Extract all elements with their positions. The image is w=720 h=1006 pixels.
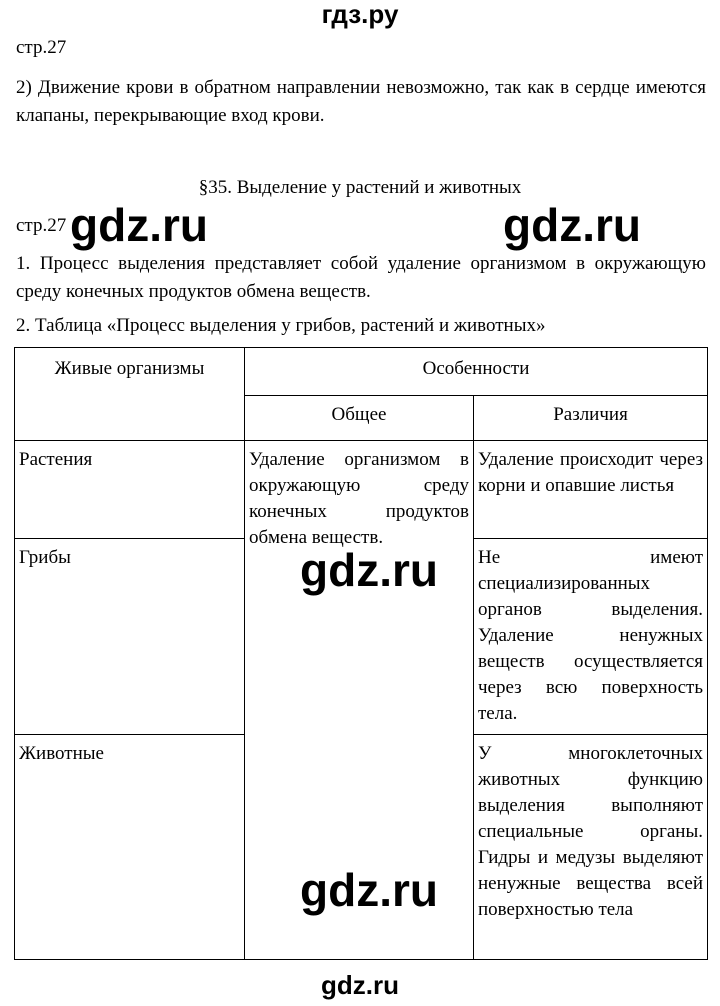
common-features-cell: Удаление организмом в окружающую среду конечных продуктов обмена веществ. — [245, 441, 474, 960]
organism-cell: Грибы — [15, 539, 245, 735]
page-reference-2: стр.27 — [16, 215, 67, 236]
site-footer-logo[interactable]: gdz.ru — [321, 970, 399, 1000]
answer-paragraph-1: 1. Процесс выделения представляет собой удаление организмом в окружающую среду конечных продуктов обмена веществ. — [16, 253, 706, 302]
watermark: gdz.ru — [503, 199, 641, 251]
table-row — [15, 441, 708, 539]
answer-paragraph-2: 2) Движение крови в обратном направлении невозможно, так как в сердце имеются клапаны, перекрывающие вход крови. — [16, 77, 706, 126]
header-living-organisms: Живые организмы — [15, 348, 245, 441]
watermark: gdz.ru — [70, 199, 208, 251]
organism-cell: Растения — [15, 441, 245, 539]
difference-cell: Удаление происходит через корни и опавшие листья — [474, 441, 708, 539]
watermark: gdz.ru — [300, 544, 438, 596]
watermark: gdz.ru — [300, 864, 438, 916]
header-differences: Различия — [474, 396, 708, 441]
section-title: §35. Выделение у растений и животных — [198, 177, 522, 198]
header-common: Общее — [245, 396, 474, 441]
header-features: Особенности — [245, 348, 708, 396]
difference-cell: У многоклеточных животных функцию выделения выполняют специальные органы. Гидры и медузы выделяют ненужные вещества всей поверхностью тела — [474, 735, 708, 960]
site-header-logo[interactable]: гдз.ру — [321, 0, 399, 29]
table-caption: 2. Таблица «Процесс выделения у грибов, растений и животных» — [16, 315, 546, 336]
organism-cell: Животные — [15, 735, 245, 960]
page-reference: стр.27 — [16, 37, 67, 58]
difference-cell: Не имеют специализированных органов выделения. Удаление ненужных веществ осуществляется через всю поверхность тела. — [474, 539, 708, 735]
